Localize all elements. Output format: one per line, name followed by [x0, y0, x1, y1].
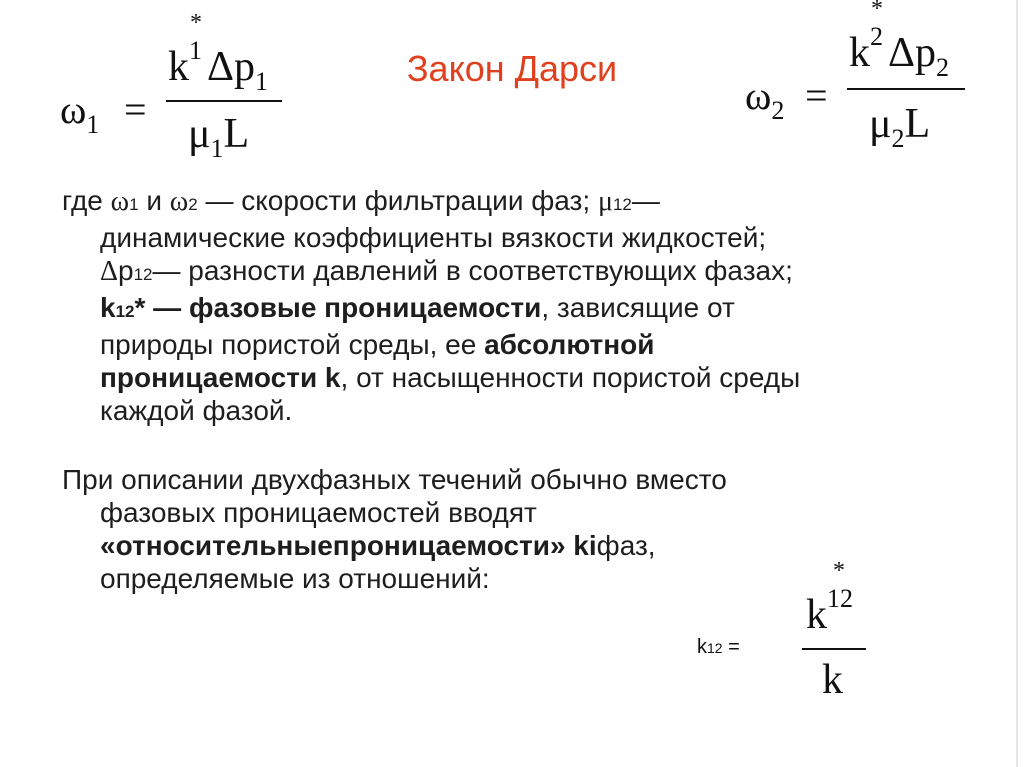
paragraph-line: фазовых проницаемостей вводят [100, 497, 537, 528]
paragraph-line: «относительныепроницаемости» kiфаз, [100, 530, 656, 561]
formula-denominator: $\mu_1L$ [188, 111, 250, 163]
definitions-paragraph [62, 184, 982, 427]
paragraph-line: где ω1 и ω2 — скорости фильтрации фаз; μ12— [62, 185, 660, 217]
paragraph-line: каждой фазой. [100, 395, 293, 426]
equals-sign: = [805, 73, 828, 118]
paragraph-line: природы пористой среды, ее абсолютной [100, 329, 655, 360]
darcy-formula-phase-2 [745, 0, 1015, 156]
fraction-bar [847, 88, 965, 90]
relative-permeability-formula [800, 558, 880, 708]
formula-numerator: k * 1 $\Delta p_1$ [168, 10, 269, 96]
fraction-bar [802, 648, 866, 650]
paragraph-line: динамические коэффициенты вязкости жидкостей; [100, 222, 767, 253]
formula-denominator: $\mu_2L$ [869, 101, 931, 153]
paragraph-line: Δp12— разности давлений в соответствующих фазах; [100, 255, 793, 287]
slide-border [1016, 0, 1018, 767]
formula-numerator: k * 12 [806, 558, 853, 638]
paragraph-line: k12* — фазовые проницаемости, зависящие от [100, 292, 735, 323]
fraction-bar [166, 100, 282, 102]
slide-title: Закон Дарси [406, 48, 618, 89]
formula-numerator: k * 2 $\Delta p_2$ [849, 0, 950, 82]
darcy-formula-phase-1 [60, 10, 320, 170]
formula-lhs: $\omega_2$ [745, 73, 785, 125]
paragraph-line: определяемые из отношений: [100, 563, 490, 594]
relative-permeability-label: k12 = [697, 636, 740, 658]
formula-lhs: $\omega_1$ [60, 87, 100, 139]
paragraph-line: При описании двухфазных течений обычно вместо [62, 464, 727, 495]
equals-sign: = [124, 87, 147, 132]
formula-denominator: k [822, 657, 843, 703]
paragraph-line: проницаемости k, от насыщенности пористой среды [100, 362, 801, 393]
